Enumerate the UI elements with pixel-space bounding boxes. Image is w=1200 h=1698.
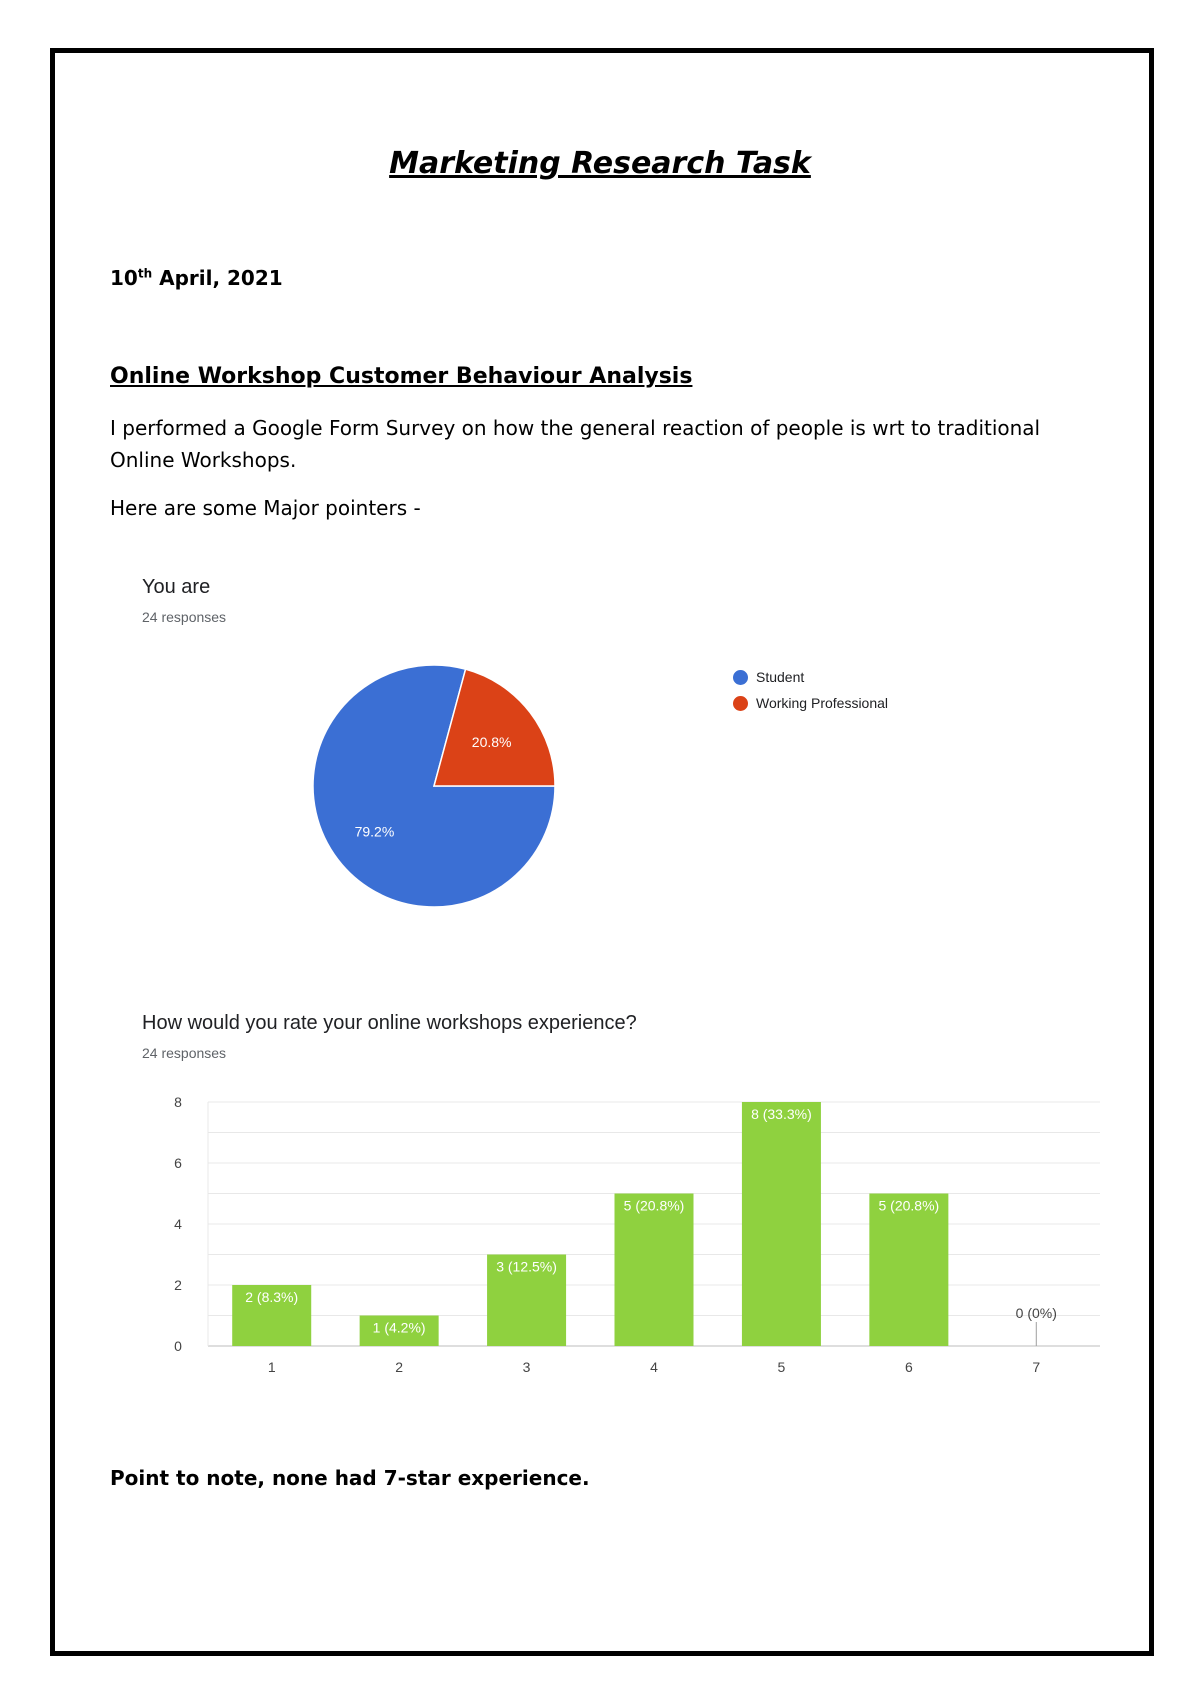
y-tick-label: 8 — [174, 1094, 182, 1110]
section-heading: Online Workshop Customer Behaviour Analysis — [110, 364, 693, 389]
date-rest: April, 2021 — [152, 266, 283, 290]
bar-chart-title: How would you rate your online workshops experience? — [142, 1012, 637, 1034]
x-tick-label: 3 — [522, 1359, 531, 1375]
bar-data-label: 3 (12.5%) — [496, 1258, 557, 1275]
pie-slice-label: 20.8% — [471, 733, 512, 750]
y-tick-label: 6 — [174, 1155, 182, 1171]
bar — [614, 1194, 693, 1347]
document-date — [110, 266, 283, 290]
y-tick-label: 0 — [174, 1338, 182, 1354]
closing-note: Point to note, none had 7-star experience. — [110, 1466, 590, 1490]
legend-dot-student — [733, 670, 748, 685]
pie-legend — [733, 664, 888, 716]
x-tick-label: 6 — [904, 1359, 913, 1375]
bar-data-label: 5 (20.8%) — [623, 1197, 685, 1214]
intro-paragraph: I performed a Google Form Survey on how the general reaction of people is wrt to traditional Online Workshops. — [110, 416, 1041, 472]
bar — [869, 1194, 948, 1347]
document-title: Marketing Research Task — [389, 146, 811, 181]
x-tick-label: 1 — [267, 1359, 276, 1375]
legend-label-working-professional: Working Professional — [756, 695, 889, 711]
bar-chart-subtitle: 24 responses — [142, 1045, 227, 1061]
x-tick-label: 7 — [1032, 1359, 1041, 1375]
legend-item-student — [733, 664, 888, 690]
x-tick-label: 5 — [777, 1359, 786, 1375]
x-tick-label: 2 — [395, 1359, 404, 1375]
bar-data-label: 8 (33.3%) — [751, 1106, 812, 1122]
pie-chart — [300, 660, 580, 920]
legend-item-working-professional — [733, 690, 888, 716]
date-suffix: th — [137, 266, 153, 281]
legend-dot-working-professional — [733, 696, 748, 711]
bar-chart — [160, 1090, 1120, 1390]
bar-data-label: 2 (8.3%) — [245, 1289, 299, 1305]
y-tick-label: 2 — [174, 1277, 182, 1293]
pie-chart-subtitle: 24 responses — [142, 609, 227, 625]
bar-data-label: 5 (20.8%) — [878, 1197, 940, 1214]
x-tick-label: 4 — [650, 1359, 658, 1375]
y-tick-label: 4 — [174, 1216, 182, 1232]
bar-data-label: 1 (4.2%) — [372, 1319, 426, 1336]
date-day: 10 — [110, 266, 138, 290]
bar-data-label: 0 (0%) — [1015, 1305, 1057, 1321]
pie-chart-title: You are — [142, 576, 211, 598]
pointers-paragraph: Here are some Major pointers - — [110, 496, 421, 520]
pie-slice-label: 79.2% — [354, 823, 395, 840]
bar — [742, 1102, 821, 1346]
legend-label-student: Student — [756, 669, 805, 685]
